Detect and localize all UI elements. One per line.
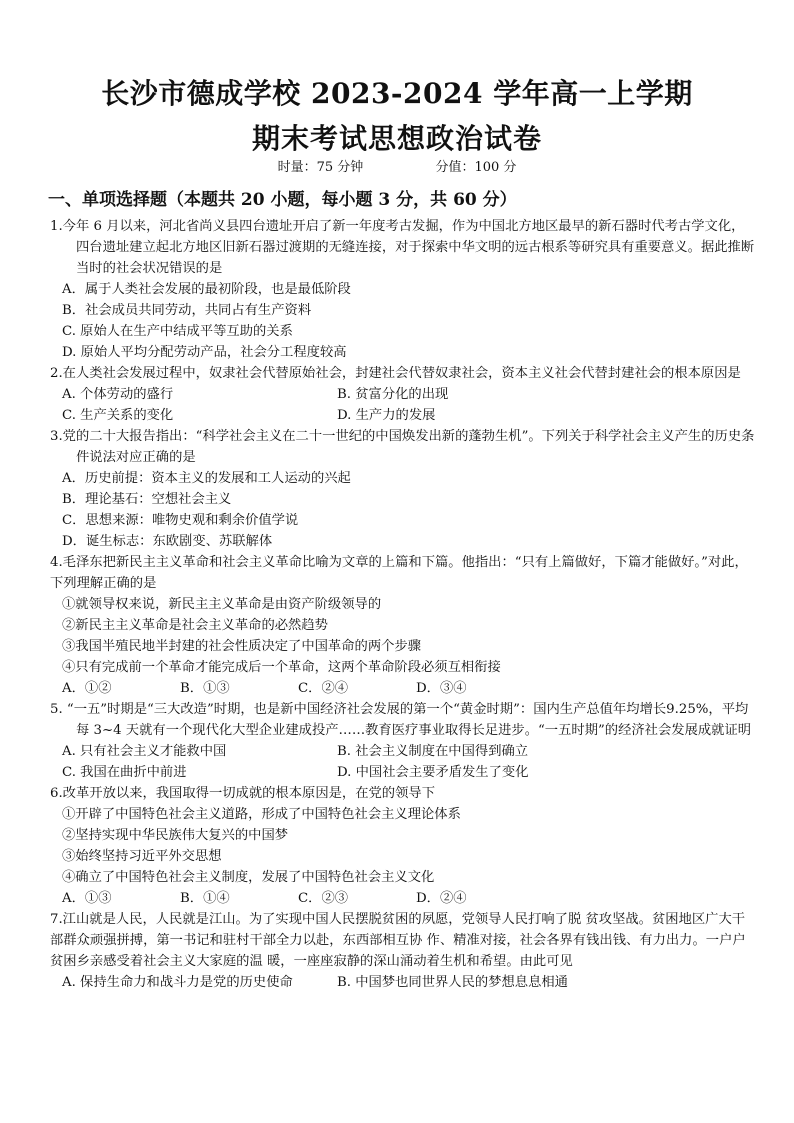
answer-option: B．①③ — [180, 681, 230, 696]
question-stem: 6.改革开放以来，我国取得一切成就的根本原因是，在党的领导下 — [50, 786, 435, 801]
answer-option: B．社会成员共同劳动，共同占有生产资料 — [62, 303, 312, 318]
answer-option: C．②③ — [298, 891, 349, 906]
question-stem: 5. “一五”时期是“三大改造”时期，也是新中国经济社会发展的第一个“黄金时期”：国内生产总值年均增长9.25%，平均每 3~4 天就有一个现代化大型企业建成投产……教育医疗事业取得长足进步。“一五时期”的经济社会发展成就证明 — [50, 702, 752, 738]
question-stem: 3.党的二十大报告指出：“科学社会主义在二十一世纪的中国焕发出新的蓬勃生机”。下列关于科学社会主义产生的历史条件说法对应正确的是 — [50, 429, 755, 465]
statement-item: ③我国半殖民地半封建的社会性质决定了中国革命的两个步骤 — [62, 639, 422, 654]
options-grid — [50, 888, 755, 909]
answer-option: D．②④ — [416, 891, 467, 906]
answer-option: C. 我国在曲折中前进 — [62, 765, 187, 780]
answer-option: C. 生产关系的变化 — [62, 408, 174, 423]
answer-option: A. 保持生命力和战斗力是党的历史使命 — [62, 975, 293, 990]
exam-time: 时量：75 分钟 — [277, 160, 364, 175]
options-grid — [50, 384, 755, 426]
statement-item: ①开辟了中国特色社会主义道路，形成了中国特色社会主义理论体系 — [62, 807, 461, 822]
options-grid — [50, 972, 755, 993]
answer-option: D. 原始人平均分配劳动产品，社会分工程度较高 — [62, 345, 347, 360]
exam-score: 分值：100 分 — [435, 160, 517, 175]
options-grid — [50, 741, 755, 783]
statement-item: ①就领导权来说，新民主主义革命是由资产阶级领导的 — [62, 597, 382, 612]
answer-option: B．理论基石：空想社会主义 — [62, 492, 232, 507]
answer-option: A．属于人类社会发展的最初阶段，也是最低阶段 — [62, 282, 351, 297]
statement-item: ④确立了中国特色社会主义制度，发展了中国特色社会主义文化 — [62, 870, 435, 885]
answer-option: A．①② — [62, 681, 112, 696]
statement-item: ②坚持实现中华民族伟大复兴的中国梦 — [62, 828, 289, 843]
exam-meta — [0, 156, 794, 175]
question-list — [50, 216, 755, 993]
statement-item: ②新民主主义革命是社会主义革命的必然趋势 — [62, 618, 328, 633]
answer-option: D. 中国社会主要矛盾发生了变化 — [337, 765, 529, 780]
answer-option: C. 原始人在生产中结成平等互助的关系 — [62, 324, 293, 339]
answer-option: B. 社会主义制度在中国得到确立 — [337, 744, 529, 759]
answer-option: D．诞生标志：东欧剧变、苏联解体 — [62, 534, 273, 549]
answer-option: B. 中国梦也同世界人民的梦想息息相通 — [337, 975, 568, 990]
options-grid — [50, 678, 755, 699]
question-stem: 1.今年 6 月以来，河北省尚义县四台遗址开启了新一年度考古发掘，作为中国北方地区最早的新石器时代考古学文化，四台遗址建立起北方地区旧新石器过渡期的无缝连接，对于探索中华文明的远古根系等研究具有重要意义。据此推断当时的社会状况错误的是 — [50, 219, 755, 276]
statement-item: ③始终坚持习近平外交思想 — [62, 849, 222, 864]
answer-option: A．历史前提：资本主义的发展和工人运动的兴起 — [62, 471, 351, 486]
section-heading: 一、单项选择题（本题共 20 小题，每小题 3 分，共 60 分） — [48, 190, 517, 210]
answer-option: C．思想来源：唯物史观和剩余价值学说 — [62, 513, 299, 528]
question-stem: 7.江山就是人民，人民就是江山。为了实现中国人民摆脱贫困的夙愿，党领导人民打响了脱 贫攻坚战。贫困地区广大干部群众顽强拼搏，第一书记和驻村干部全力以赴，东西部相互协 作、精准对接，社会各界有钱出钱、有力出力。一户户贫困乡亲感受着社会主义大家庭的温 暖，一座座寂静的深山涌动着生机和希望。由此可见 — [50, 912, 746, 969]
question-stem: 4.毛泽东把新民主主义革命和社会主义革命比喻为文章的上篇和下篇。他指出：“只有上篇做好，下篇才能做好。”对此，下列理解正确的是 — [50, 555, 748, 591]
answer-option: B. 贫富分化的出现 — [337, 387, 449, 402]
statement-item: ④只有完成前一个革命才能完成后一个革命，这两个革命阶段必须互相衔接 — [62, 660, 501, 675]
answer-option: A．①③ — [62, 891, 112, 906]
answer-option: A. 只有社会主义才能救中国 — [62, 744, 227, 759]
question-stem: 2.在人类社会发展过程中，奴隶社会代替原始社会，封建社会代替奴隶社会，资本主义社会代替封建社会的根本原因是 — [50, 366, 741, 381]
answer-option: A. 个体劳动的盛行 — [62, 387, 174, 402]
answer-option: D．③④ — [416, 681, 467, 696]
answer-option: C．②④ — [298, 681, 349, 696]
answer-option: D. 生产力的发展 — [337, 408, 436, 423]
exam-title-line2: 期末考试思想政治试卷 — [251, 122, 542, 155]
exam-title-line1: 长沙市德成学校 2023-2024 学年高一上学期 — [101, 77, 693, 110]
answer-option: B．①④ — [180, 891, 230, 906]
